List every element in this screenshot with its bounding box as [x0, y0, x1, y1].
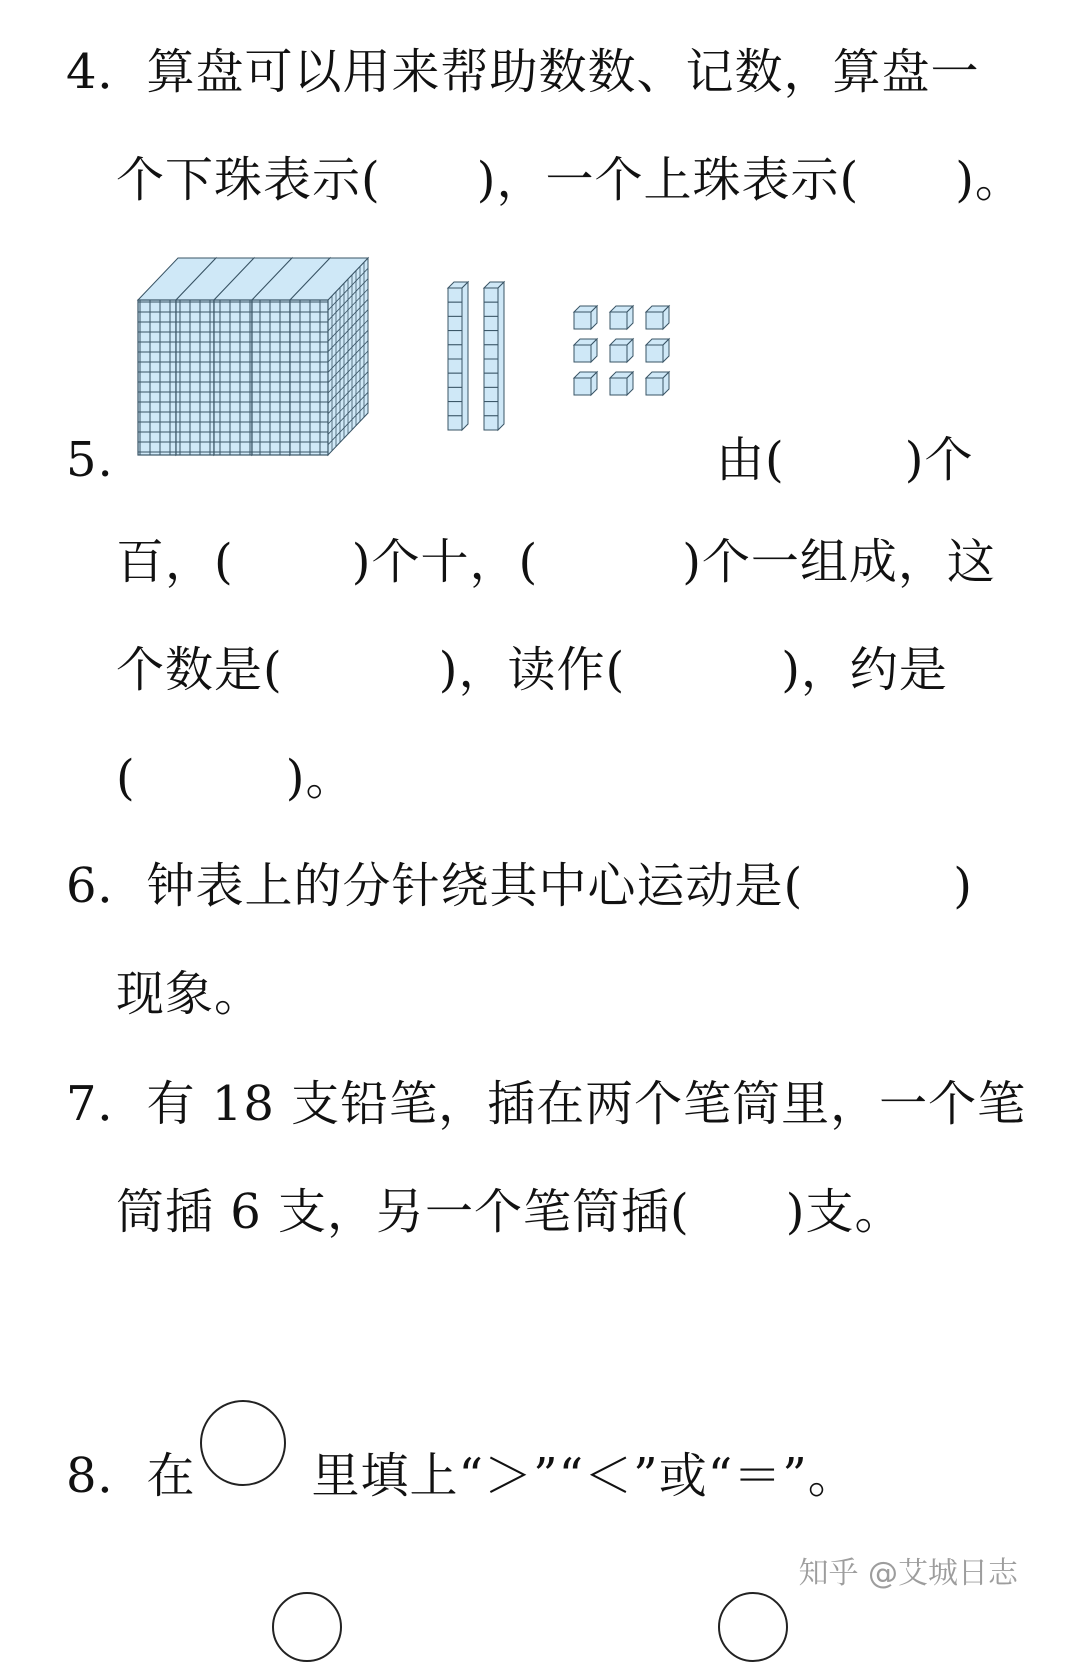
- q4-text-b: )，一个上珠表示(: [476, 152, 860, 208]
- q4-line-2: [116, 150, 1024, 210]
- q7-line-1: [66, 1074, 1026, 1134]
- one-cube: [610, 372, 633, 395]
- q5-text-a: 由(: [716, 432, 785, 488]
- q7-text-c: )支。: [785, 1184, 904, 1240]
- q5-line-3: [116, 640, 948, 700]
- base-ten-blocks: [130, 252, 690, 462]
- one-cube: [610, 339, 633, 362]
- hundred-flat: [290, 258, 368, 455]
- ones-cubes: [574, 306, 669, 395]
- q5-line-4: [116, 748, 354, 808]
- tens-rods: [448, 282, 504, 430]
- q4-text-c: )。: [955, 152, 1024, 208]
- q4-line-1: [66, 42, 980, 102]
- q5-text-d: )个十，(: [351, 534, 539, 590]
- ten-rod: [448, 282, 468, 430]
- q5-line-2: [116, 532, 996, 592]
- q6-text-c: 现象。: [116, 966, 264, 1022]
- q5-text-g: )，读作(: [438, 642, 626, 698]
- one-cube: [574, 339, 597, 362]
- hundreds-flats: [138, 258, 368, 455]
- q7-text-a: 7．有 18 支铅笔，插在两个笔筒里，一个笔: [66, 1076, 1027, 1132]
- q6-text-b: ): [953, 858, 974, 914]
- q5-text-j: )。: [285, 750, 355, 806]
- one-cube: [610, 306, 633, 329]
- answer-circle-partial-left[interactable]: [272, 1592, 342, 1662]
- one-cube: [574, 306, 597, 329]
- one-cube: [646, 372, 669, 395]
- q8-text-a: 8．在: [66, 1448, 196, 1504]
- q5-line-1-right: [716, 430, 973, 490]
- q7-line-2: [116, 1182, 904, 1242]
- q6-line-1: [66, 856, 973, 916]
- q8-line-1: [66, 1446, 857, 1506]
- q5-text-e: )个一组成，这: [682, 534, 996, 590]
- watermark: 知乎 @艾城日志: [798, 1556, 1018, 1591]
- q5-text-f: 个数是(: [116, 642, 283, 698]
- ten-rod: [484, 282, 504, 430]
- q5-number: 5.: [66, 432, 114, 488]
- q5-text-i: (: [116, 750, 136, 806]
- one-cube: [646, 306, 669, 329]
- q6-line-2: [116, 964, 263, 1024]
- q5-line-1: [66, 430, 114, 490]
- q5-text-b: )个: [904, 432, 974, 488]
- q4-text-a: 个下珠表示(: [116, 152, 381, 208]
- q7-text-b: 筒插 6 支，另一个笔筒插(: [116, 1184, 690, 1240]
- q8-text-b: 里填上“＞”“＜”或“＝”。: [311, 1448, 857, 1504]
- q5-text-h: )，约是: [781, 642, 948, 698]
- one-cube: [574, 372, 597, 395]
- answer-circle-partial-right[interactable]: [718, 1592, 788, 1662]
- one-cube: [646, 339, 669, 362]
- q6-text-a: 6．钟表上的分针绕其中心运动是(: [66, 858, 804, 914]
- answer-circle[interactable]: [200, 1400, 286, 1486]
- q5-text-c: 百，(: [116, 534, 234, 590]
- q4-text: 4．算盘可以用来帮助数数、记数，算盘一: [66, 44, 980, 100]
